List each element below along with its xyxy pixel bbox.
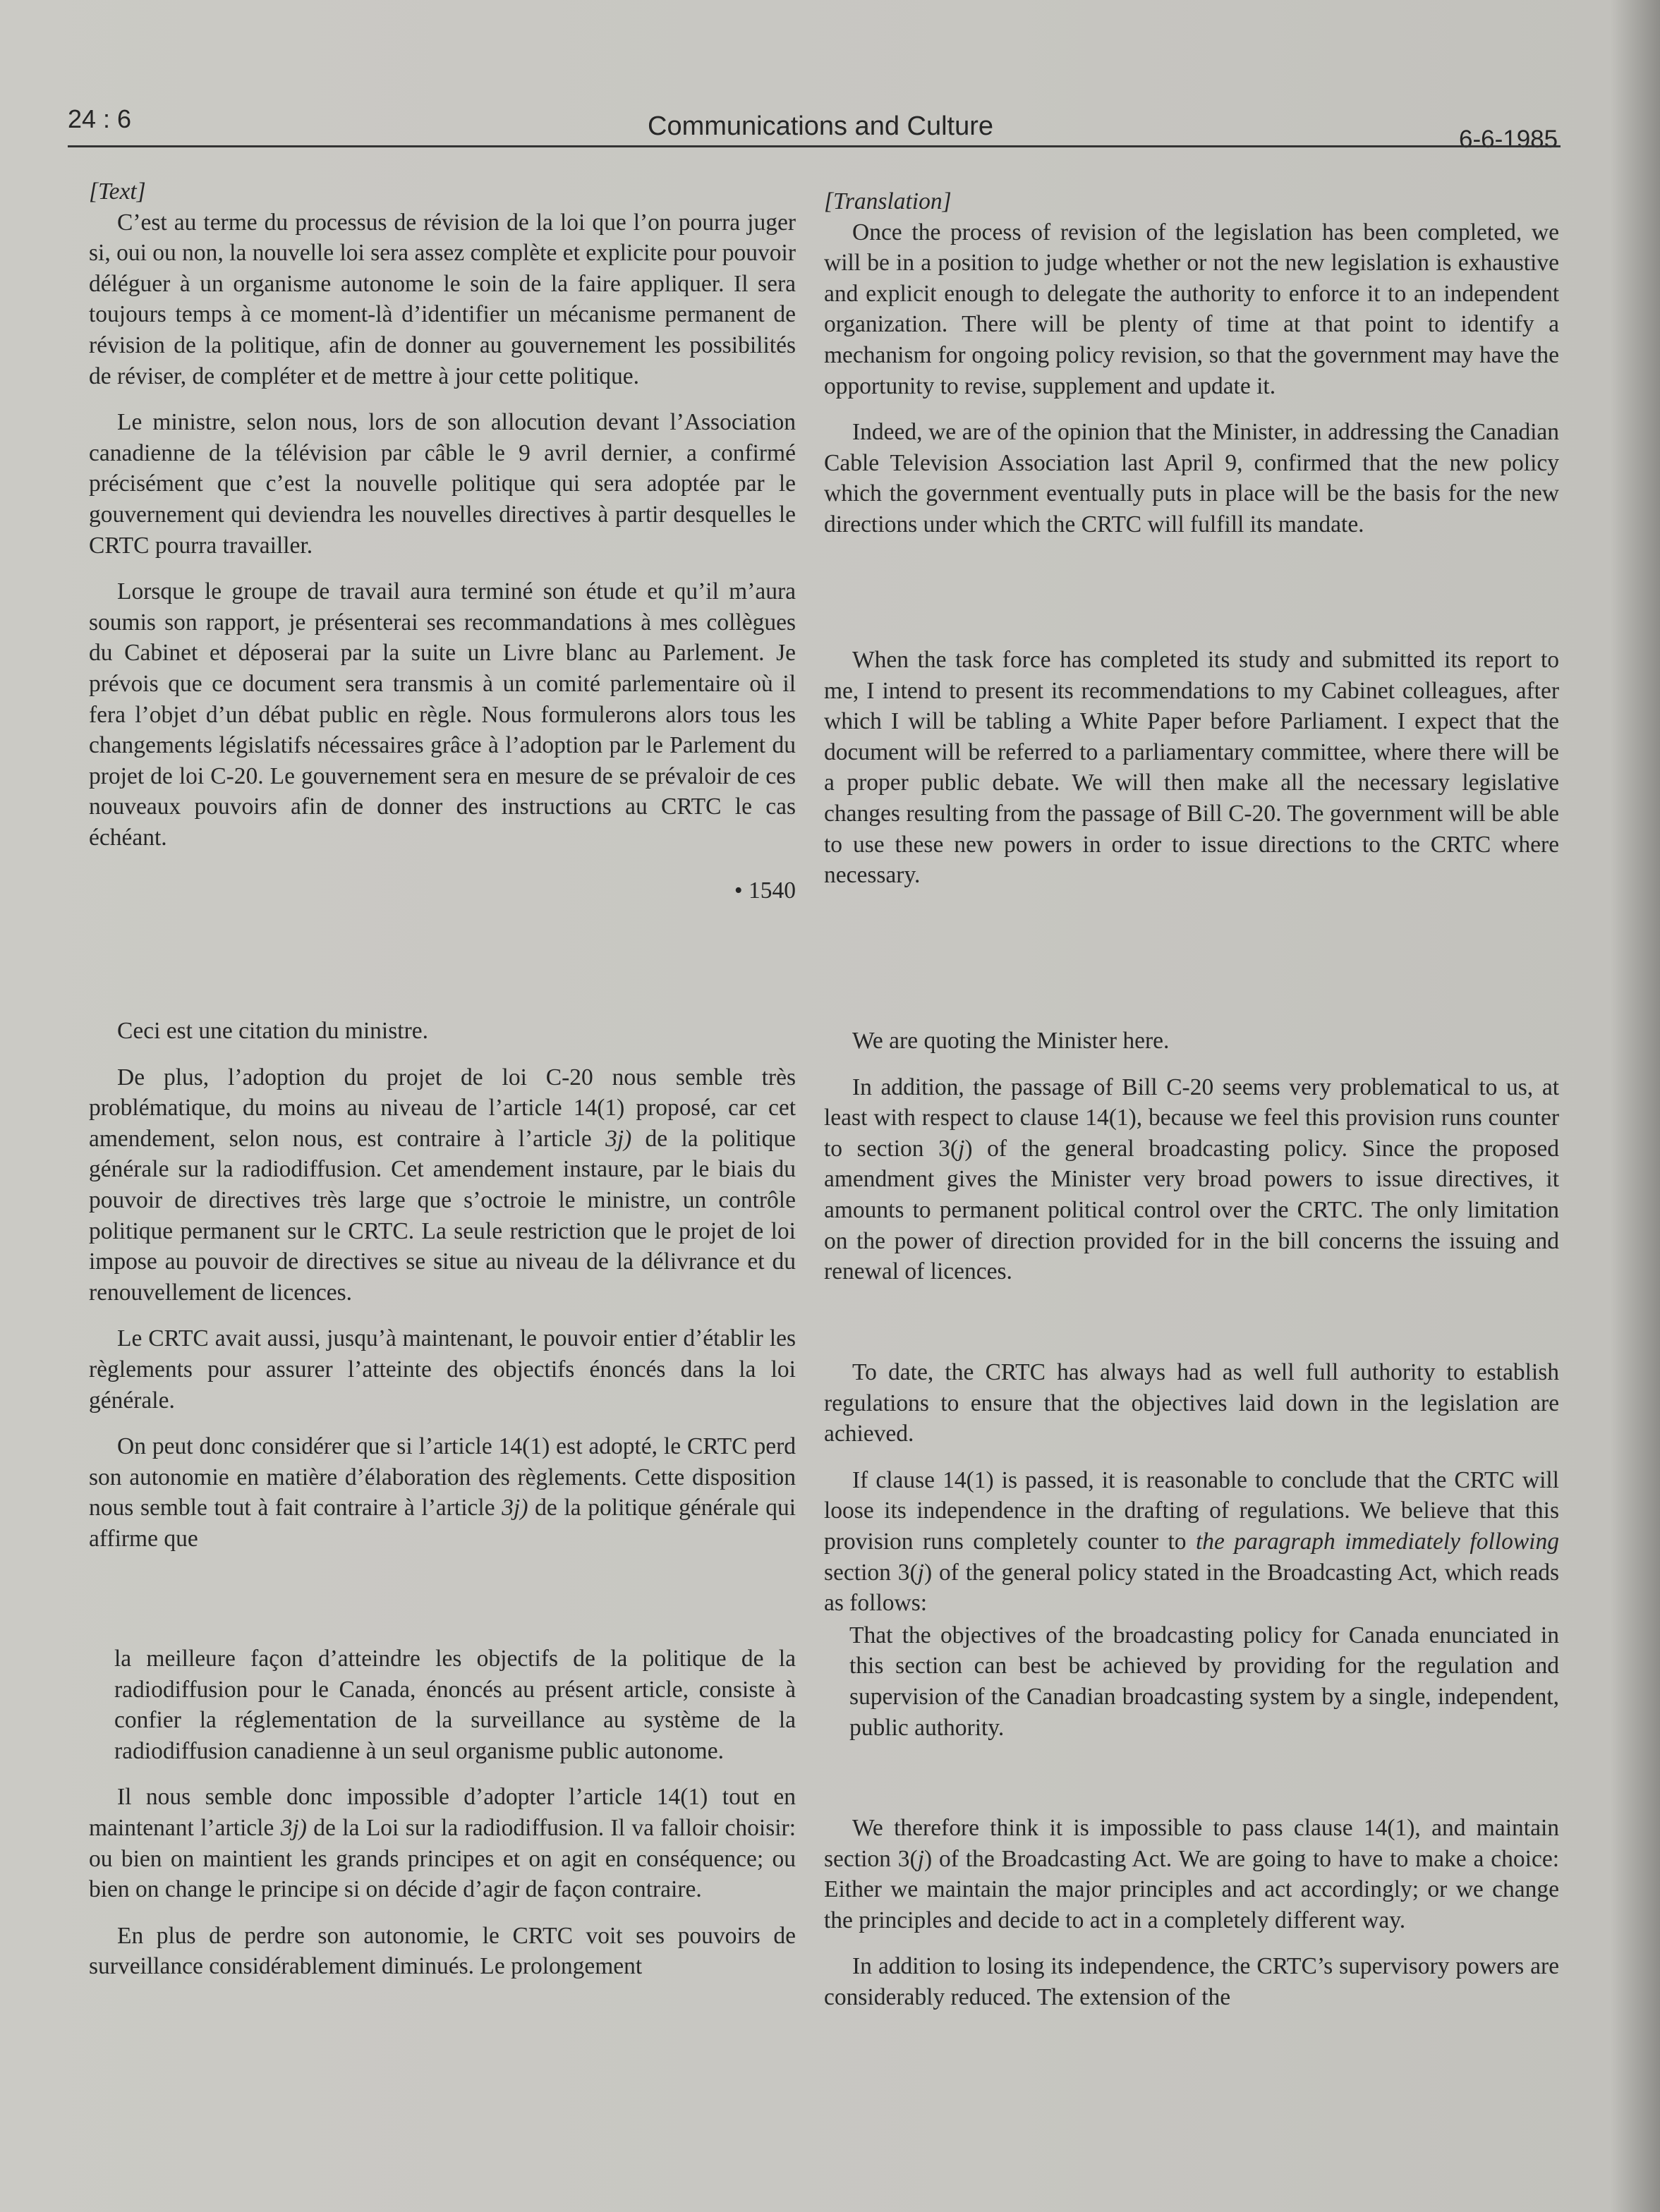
english-paragraph-5: In addition, the passage of Bill C-20 seems very problematical to us, at least with respect to clause 14(1), because we feel this provision runs counter to section 3(j) of the general broadcasting policy. Since the proposed amendment gives the Minister very broad powers to issue directives, it amounts to permanent political control over the CRTC. The only limitation on the power of direction provided for in the bill concerns the issuing and renewal of licences. [824, 1074, 1559, 1285]
header-rule [68, 145, 1561, 147]
english-quoted-paragraph: When the task force has completed its study and submitted its report to me, I intend to present its recommendations to my Cabinet colleagues, after which I will be tabling a White Paper before Parliament. I expect that the document will be referred to a parliamentary committee, where there will be a proper public debate. We will then make all the necessary legislative changes resulting from the passage of Bill C-20. The government will be able to use these new powers in order to issue directions to the CRTC where necessary. [824, 647, 1559, 889]
english-paragraph-2: Indeed, we are of the opinion that the Minister, in addressing the Canadian Cable Television Association last April 9, confirmed that the new policy which the government eventually puts in place will be the basis for the new directions under which the CRTC will fulfill its mandate. [824, 419, 1559, 537]
french-paragraph-7: On peut donc considérer que si l’article 14(1) est adopté, le CRTC perd son autonomie en matière d’élaboration des règlements. Cette disposition nous semble tout à fait contraire à l’article 3j) de la politique générale qui affirme que [89, 1433, 796, 1552]
time-marker: • 1540 [734, 877, 796, 904]
french-quoted-paragraph: Lorsque le groupe de travail aura terminé son étude et qu’il m’aura soumis son rapport, je présenterai ses recommandations à mes collègues du Cabinet et déposerai par la suite un Livre blanc au Parlement. Je prévois que ce document sera transmis à un comité parlementaire où il fera l’objet d’un débat public en règle. Nous formulerons alors tous les changements législatifs nécessaires grâce à l’adoption par le Parlement du projet de loi C-20. Le gouvernement sera en mesure de se prévaloir de ces nouveaux pouvoirs afin de donner des instructions au CRTC le cas échéant. [89, 578, 796, 851]
english-column-bottom [824, 1813, 1559, 2013]
french-legal-quote: la meilleure façon d’atteindre les objectifs de la politique de la radiodiffusion pour le Canada, énoncés au présent article, consiste à confier la réglementation de la surveillance au système de la radiodiffusion canadienne à un seul organisme public autonome. [114, 1646, 796, 1764]
french-column-bottom [89, 1643, 796, 1982]
english-legal-quote: That the objectives of the broadcasting policy for Canada enunciated in this section can best be achieved by providing for the regulation and supervision of the Canadian broadcasting system by a single, independent, public authority. [849, 1622, 1559, 1741]
french-column-middle [89, 1016, 796, 1555]
page-reference: 24 : 6 [68, 104, 132, 133]
french-paragraph-9: En plus de perdre son autonomie, le CRTC voit ses pouvoirs de surveillance considérablement diminués. Le prolongement [89, 1922, 796, 1980]
english-paragraph-9: In addition to losing its independence, the CRTC’s supervisory powers are considerably reduced. The extension of the [824, 1953, 1559, 2010]
english-column-middle [824, 1026, 1559, 1287]
french-paragraph-2: Le ministre, selon nous, lors de son allocution devant l’Association canadienne de la télévision par câble le 9 avril dernier, a confirmé précisément que c’est la nouvelle politique qui sera adoptée par le gouvernement qui deviendra les nouvelles directives à partir desquelles le CRTC pourra travailler. [89, 409, 796, 559]
header-date: 6-6-1985 [1459, 126, 1558, 153]
french-column-top [89, 176, 796, 906]
english-paragraph-4: We are quoting the Minister here. [852, 1028, 1170, 1054]
french-paragraph-6: Le CRTC avait aussi, jusqu’à maintenant, le pouvoir entier d’établir les règlements pour assurer l’atteinte des objectifs énoncés dans la loi générale. [89, 1325, 796, 1414]
english-column-lower [824, 1357, 1559, 1743]
french-paragraph-8: Il nous semble donc impossible d’adopter l’article 14(1) tout en maintenant l’article 3j) de la Loi sur la radiodiffusion. Il va falloir choisir: ou bien on maintient les grands principes et on agit en conséquence; ou bien on change le principe si on décide d’agir de façon contraire. [89, 1784, 796, 1903]
french-paragraph-1: C’est au terme du processus de révision de la loi que l’on pourra juger si, oui ou non, la nouvelle loi sera assez complète et explicite pour pouvoir déléguer à un organisme autonome le soin de la faire appliquer. Il sera toujours temps à ce moment-là d’identifier un mécanisme permanent de révision de la politique, afin de donner au gouvernement les possibilités de réviser, de compléter et de mettre à jour cette politique. [89, 209, 796, 389]
english-paragraph-6: To date, the CRTC has always had as well full authority to establish regulations to ensure that the objectives laid down in the legislation are achieved. [824, 1359, 1559, 1447]
english-paragraph-1: Once the process of revision of the legislation has been completed, we will be in a position to judge whether or not the new legislation is exhaustive and explicit enough to delegate the authority to enforce it to an independent organization. There will be plenty of time at that point to identify a mechanism for ongoing policy revision, so that the government may have the opportunity to revise, supplement and update it. [824, 219, 1559, 399]
french-paragraph-4: Ceci est une citation du ministre. [117, 1018, 428, 1044]
translation-tag: [Translation] [824, 188, 952, 214]
running-title: Communications and Culture [648, 111, 994, 141]
english-column-quote [824, 645, 1559, 891]
french-paragraph-5: De plus, l’adoption du projet de loi C-20 nous semble très problématique, du moins au niveau de l’article 14(1) proposé, car cet amendement, selon nous, est contraire à l’article 3j) de la politique générale sur la radiodiffusion. Cet amendement instaure, par le biais du pouvoir de directives très large que s’octroie le ministre, un contrôle politique permanent sur le CRTC. La seule restriction que le projet de loi impose au pouvoir de directives se situe au niveau de la délivrance et du renouvellement de licences. [89, 1064, 796, 1306]
english-paragraph-7: If clause 14(1) is passed, it is reasonable to conclude that the CRTC will loose its independence in the drafting of regulations. We believe that this provision runs completely counter to the paragraph immediately following section 3(j) of the general policy stated in the Broadcasting Act, which reads as follows: [824, 1466, 1559, 1617]
text-tag: [Text] [89, 178, 146, 205]
english-paragraph-8: We therefore think it is impossible to pass clause 14(1), and maintain section 3(j) of the Broadcasting Act. We are going to have to make a choice: Either we maintain the major principles and act accordingly; or we change the principles and decide to act in a completely different way. [824, 1815, 1560, 1933]
english-column-top [824, 186, 1559, 540]
